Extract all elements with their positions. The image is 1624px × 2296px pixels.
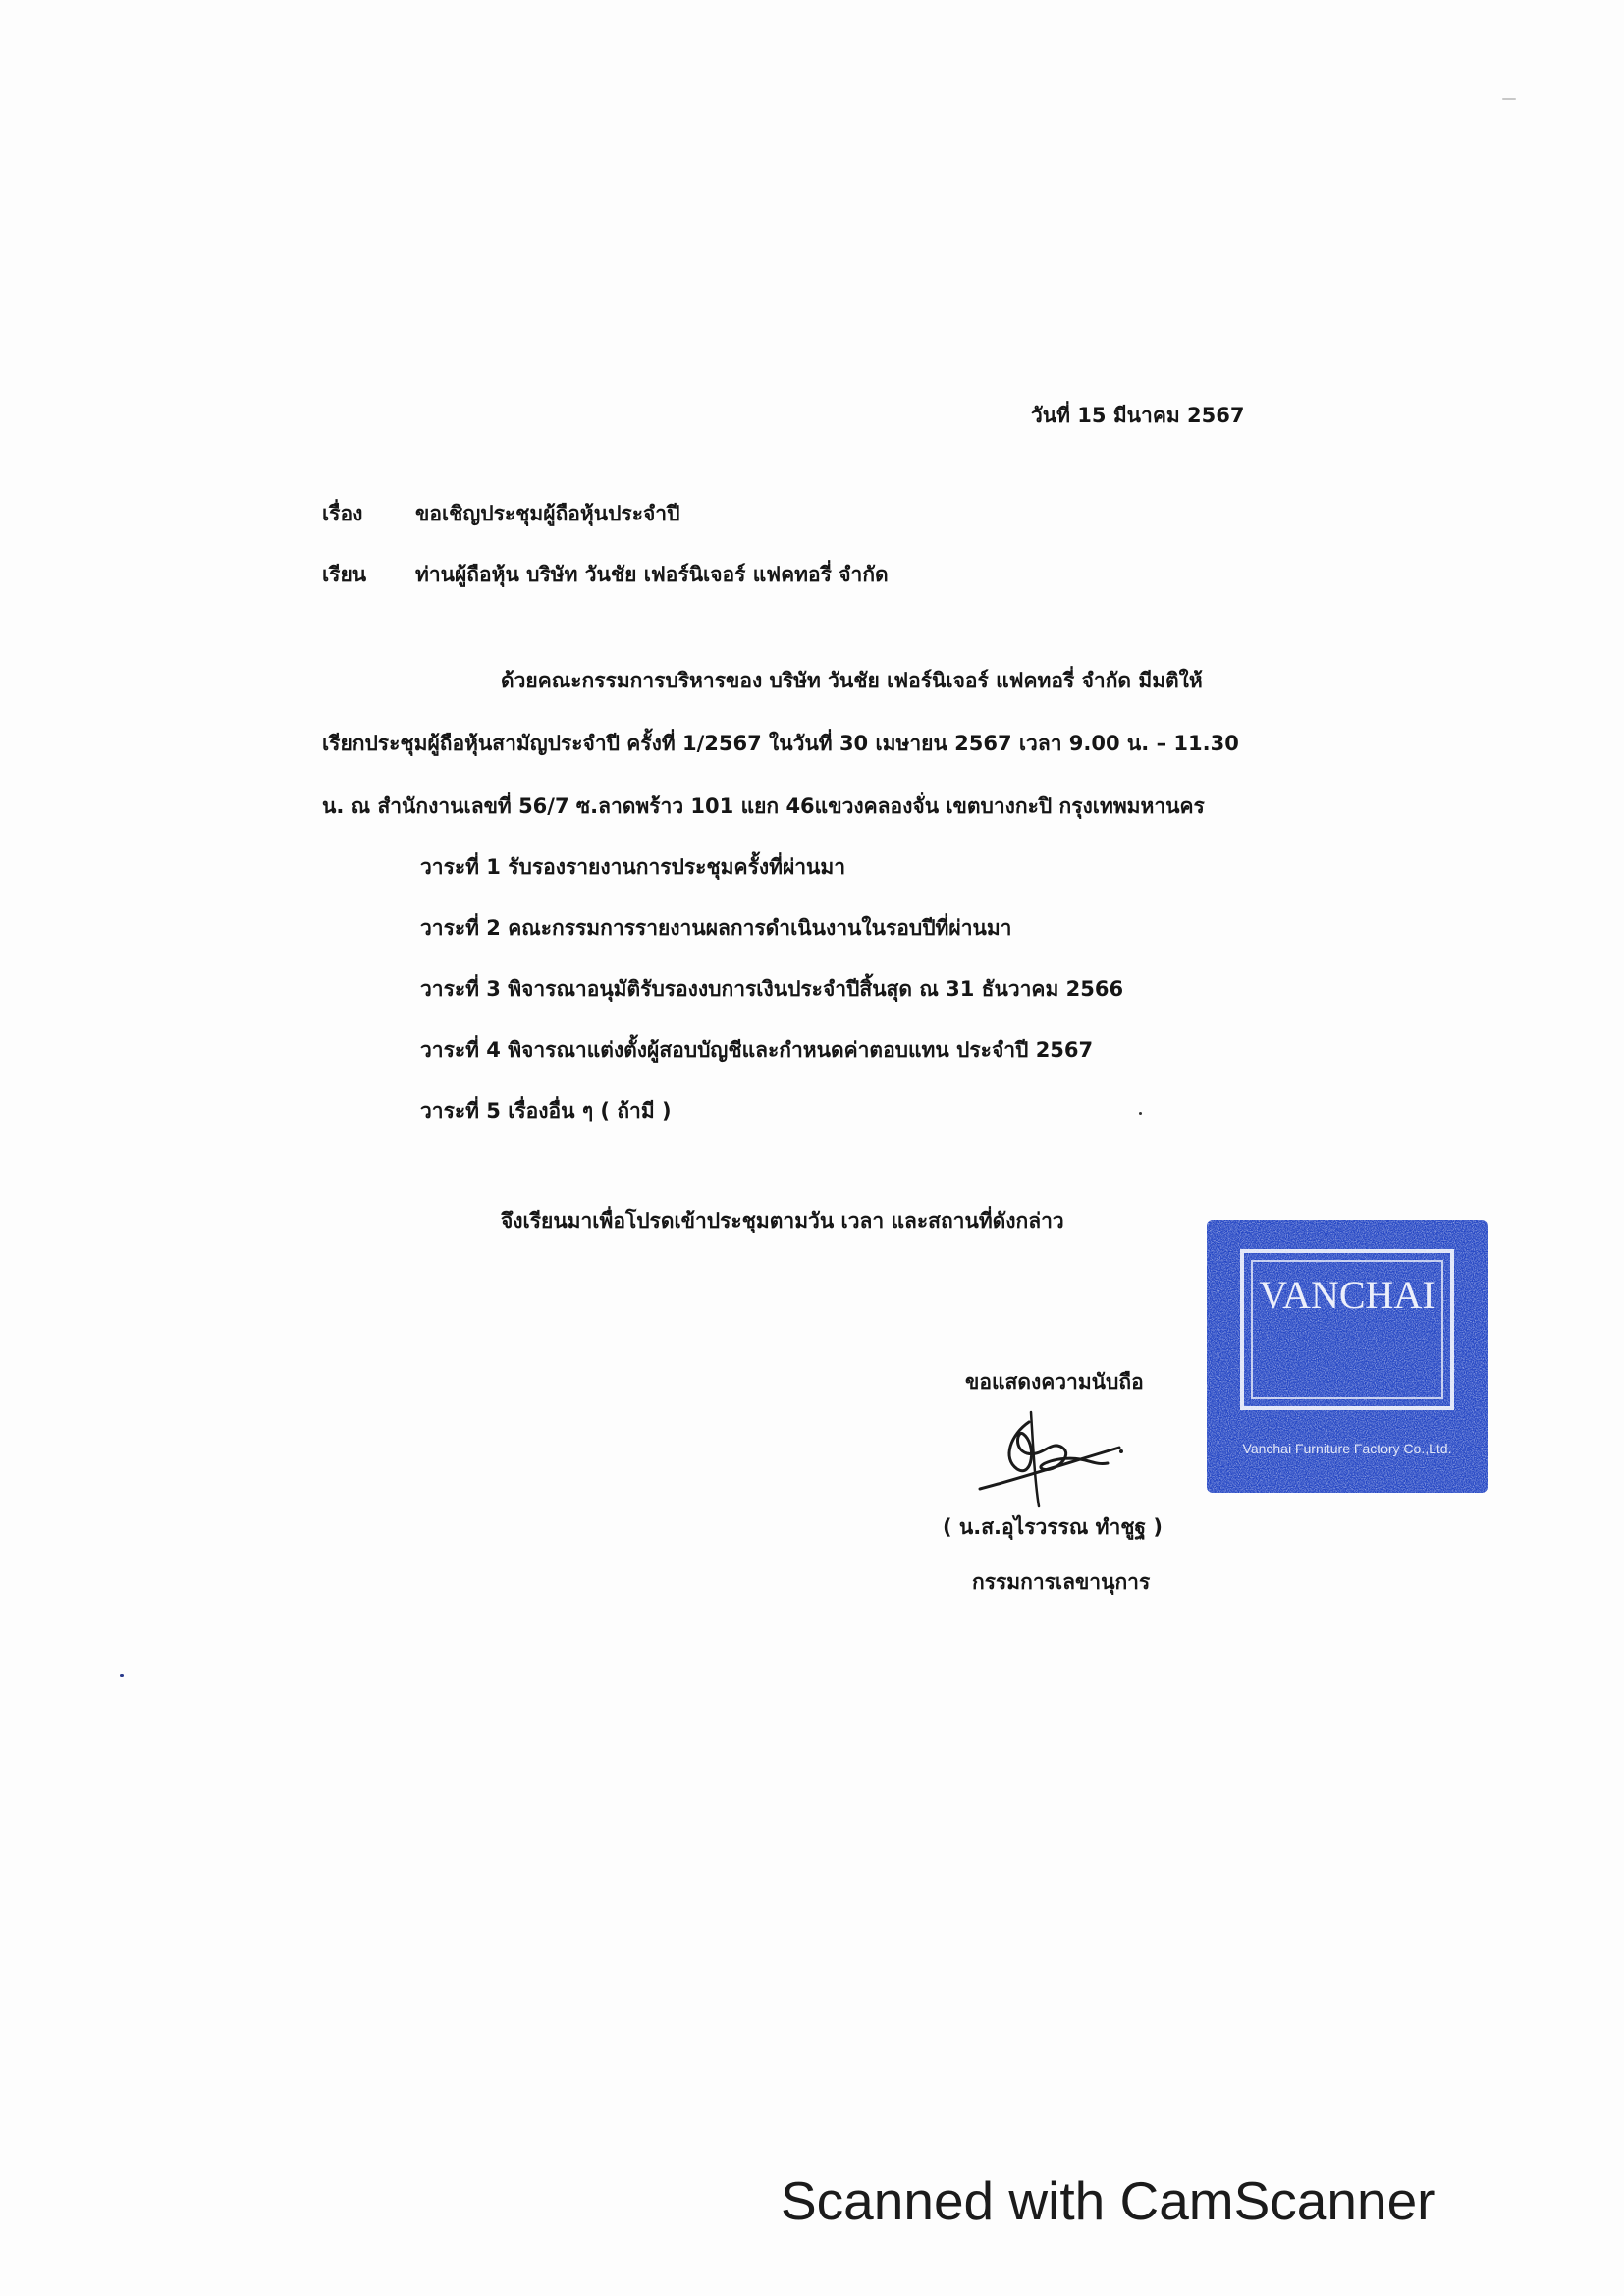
signer-title: กรรมการเลขานุการ bbox=[972, 1570, 1151, 1594]
subject-label: เรื่อง bbox=[322, 502, 363, 525]
body-line-2: เรียกประชุมผู้ถือหุ้นสามัญประจำปี ครั้งที่ 1/2567 ในวันที่ 30 เมษายน 2567 เวลา 9.00 น. – 11.30 bbox=[322, 732, 1239, 755]
signature-icon bbox=[972, 1404, 1139, 1512]
recipient-label: เรียน bbox=[322, 563, 367, 586]
seal-company-text: Vanchai Furniture Factory Co.,Ltd. bbox=[1242, 1441, 1452, 1456]
agenda-item-2: วาระที่ 2 คณะกรรมการรายงานผลการดำเนินงานในรอบปีที่ผ่านมา bbox=[420, 916, 1012, 940]
agenda-item-1: วาระที่ 1 รับรองรายงานการประชุมครั้งที่ผ่านมา bbox=[420, 855, 846, 879]
subject-text: ขอเชิญประชุมผู้ถือหุ้นประจำปี bbox=[415, 502, 680, 525]
body-line-1: ด้วยคณะกรรมการบริหารของ บริษัท วันชัย เฟอร์นิเจอร์ แฟคทอรี่ จำกัด มีมติให้ bbox=[501, 669, 1203, 692]
company-seal-icon bbox=[1205, 1218, 1489, 1495]
agenda-item-3: วาระที่ 3 พิจารณาอนุมัติรับรองงบการเงินประจำปีสิ้นสุด ณ 31 ธันวาคม 2566 bbox=[420, 977, 1124, 1001]
regards-text: ขอแสดงความนับถือ bbox=[965, 1370, 1144, 1394]
agenda-item-5: วาระที่ 5 เรื่องอื่น ๆ ( ถ้ามี ) bbox=[420, 1099, 672, 1122]
scan-speck bbox=[120, 1674, 124, 1677]
scan-speck bbox=[1139, 1112, 1142, 1115]
recipient-text: ท่านผู้ถือหุ้น บริษัท วันชัย เฟอร์นิเจอร์ แฟคทอรี่ จำกัด bbox=[415, 563, 889, 586]
agenda-item-4: วาระที่ 4 พิจารณาแต่งตั้งผู้สอบบัญชีและกำหนดค่าตอบแทน ประจำปี 2567 bbox=[420, 1038, 1094, 1062]
letter-date: วันที่ 15 มีนาคม 2567 bbox=[1031, 404, 1245, 427]
seal-brand-text: VANCHAI bbox=[1259, 1273, 1435, 1317]
body-line-3: น. ณ สำนักงานเลขที่ 56/7 ซ.ลาดพร้าว 101 แยก 46แขวงคลองจั่น เขตบางกะปิ กรุงเทพมหานคร bbox=[322, 794, 1205, 818]
scan-speck bbox=[1502, 98, 1516, 100]
signer-name: ( น.ส.อุไรวรรณ ทำชูฐ ) bbox=[943, 1515, 1164, 1539]
closing-line: จึงเรียนมาเพื่อโปรดเข้าประชุมตามวัน เวลา และสถานที่ดังกล่าว bbox=[501, 1209, 1064, 1232]
scanner-watermark: Scanned with CamScanner bbox=[781, 2170, 1435, 2231]
